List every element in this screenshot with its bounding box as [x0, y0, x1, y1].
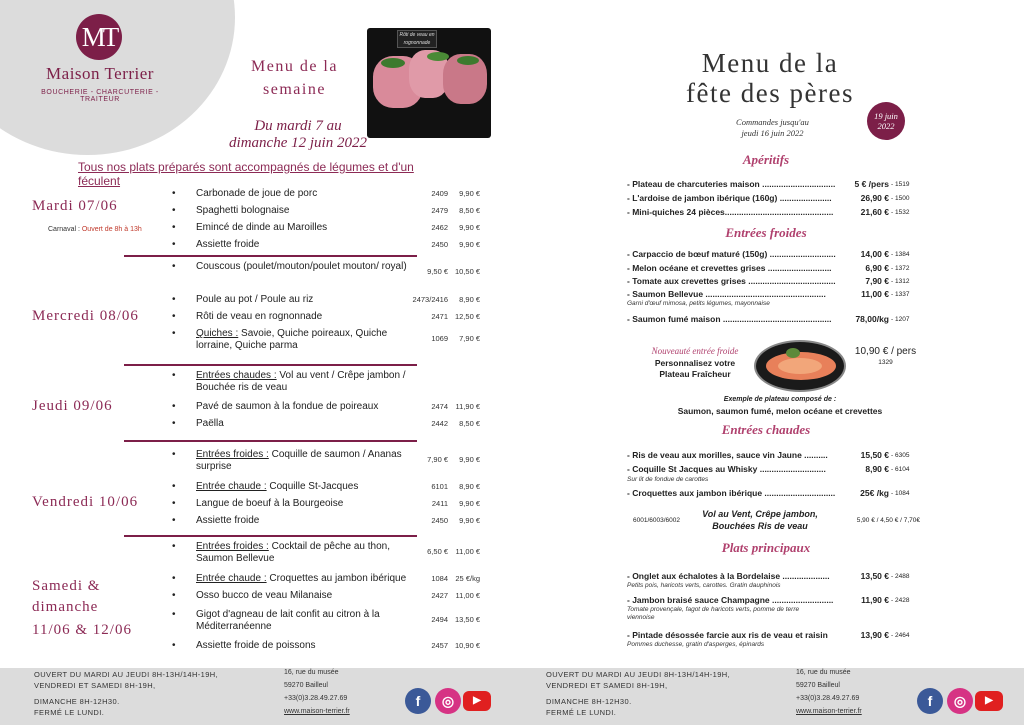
badge-line-1: 19 juin: [874, 111, 898, 121]
list-bullet: •: [172, 481, 176, 492]
item-code: 2479: [431, 206, 448, 215]
item-code: 6,50 €: [427, 547, 448, 556]
footer-hours-line: OUVERT DU MARDI AU JEUDI 8H-13H/14H-19H,: [34, 670, 219, 679]
item-code: 1069: [431, 334, 448, 343]
day-note-value: Ouvert de 8h à 13h: [81, 226, 142, 233]
menu-line-price: 11,90 €: [861, 595, 889, 605]
menu-line-price: 13,50 €: [860, 571, 889, 581]
menu-item-label: Couscous (poulet/mouton/poulet mouton/ royal): [196, 261, 407, 272]
item-price: 10,90 €: [454, 641, 480, 650]
menu-item-category: Quiches :: [196, 328, 239, 339]
menu-line-code: - 2464: [891, 632, 910, 639]
menu-item: [196, 609, 418, 633]
list-bullet: •: [172, 515, 176, 526]
day-name: Jeudi 09/06: [32, 398, 113, 414]
footer-street: 16, rue du musée: [284, 669, 339, 676]
footer-hours-line: VENDREDI ET SAMEDI 8H-19H,: [546, 681, 668, 690]
item-price: 10,50 €: [454, 267, 480, 276]
menu-line-code: - 6305: [891, 452, 910, 459]
item-price: 9,90 €: [459, 240, 480, 249]
menu-item: [196, 311, 418, 323]
day-label: [32, 196, 172, 217]
menu-item-label: Croquettes au jambon ibérique: [266, 573, 407, 584]
item-price: 9,90 €: [459, 499, 480, 508]
date-badge: [867, 102, 905, 140]
menu-line-price: 11,00 €: [861, 289, 889, 299]
item-price: 7,90 €: [459, 334, 480, 343]
footer-hours-line: DIMANCHE 8H-12H30.: [546, 697, 632, 706]
list-bullet: •: [172, 401, 176, 412]
customize-line-2: Plateau Fraîcheur: [659, 369, 731, 379]
menu-line-label: - Coquille St Jacques au Whisky ............................: [627, 464, 826, 474]
day-name: Mercredi 08/06: [32, 308, 139, 324]
menu-item-category: Entrée chaude :: [196, 573, 267, 584]
volauvent-codes: 6001/6003/6002: [633, 517, 680, 524]
brand-tagline: BOUCHERIE - CHARCUTERIE - TRAITEUR: [41, 89, 159, 103]
menu-item: [196, 294, 418, 306]
list-bullet: •: [172, 328, 176, 339]
footer-city: 59270 Bailleul: [796, 682, 840, 689]
menu-item: [196, 573, 418, 585]
list-bullet: •: [172, 590, 176, 601]
menu-item-label: Vol au vent / Crêpe jambon / Bouchée ris de veau: [196, 370, 406, 393]
list-bullet: •: [172, 261, 176, 272]
menu-item: [196, 541, 418, 565]
menu-line-price: 6,90 €: [865, 263, 889, 273]
menu-line-code: - 1084: [891, 490, 910, 497]
menu-line-price: 7,90 €: [865, 276, 889, 286]
menu-line-price: 8,90 €: [865, 464, 889, 474]
day-label: [32, 306, 172, 327]
platter-price: 10,90 € / pers: [854, 346, 917, 357]
coquille-note: Sur lit de fondue de carottes: [627, 476, 709, 483]
footer-street: 16, rue du musée: [796, 669, 851, 676]
section-entrees-chaudes: Entrées chaudes: [721, 422, 811, 437]
footer-hours-line: DIMANCHE 8H-12H30.: [34, 697, 120, 706]
menu-item: [196, 261, 418, 273]
item-price: 8,90 €: [459, 295, 480, 304]
menu-item-label: Spaghetti bolognaise: [196, 205, 290, 216]
menu-item-label: Osso bucco de veau Milanaise: [196, 590, 333, 601]
order-deadline: [715, 117, 830, 139]
facebook-icon[interactable]: f: [405, 688, 431, 714]
item-code: 2457: [431, 641, 448, 650]
menu-item-label: Assiette froide: [196, 239, 260, 250]
volauvent-line-2: Bouchées Ris de veau: [712, 521, 808, 531]
footer-address: [284, 666, 394, 718]
title-line-2: fête des pères: [686, 78, 854, 108]
volauvent-line-1: Vol au Vent, Crêpe jambon,: [702, 509, 818, 519]
menu-line-code: - 1337: [891, 291, 910, 298]
menu-item: [196, 498, 418, 510]
menu-line-label: - Plateau de charcuteries maison ...............................: [627, 179, 836, 189]
item-code: 7,90 €: [427, 455, 448, 464]
menu-line-code: - 1384: [891, 251, 910, 258]
menu-line-code: - 1500: [891, 195, 910, 202]
item-price: 13,50 €: [454, 615, 480, 624]
list-bullet: •: [172, 449, 176, 460]
day-separator: [124, 364, 417, 366]
menu-line-label: - Croquettes aux jambon ibérique ..............................: [627, 488, 836, 498]
menu-line-label: - Carpaccio de bœuf maturé (150g) ............................: [627, 249, 836, 259]
menu-item-label: Assiette froide de poissons: [196, 640, 316, 651]
menu-item-label: Langue de boeuf à la Bourgeoise: [196, 498, 344, 509]
item-code: 2473/2416: [412, 295, 448, 304]
bellevue-note: Garni d'œuf mimosa, petits légumes, mayonnaise: [627, 300, 770, 307]
volauvent-prices: 5,90 € / 4,50 € / 7,70€: [856, 517, 920, 524]
day-note: [48, 226, 142, 233]
menu-item: [196, 515, 418, 527]
menu-item-label: Carbonade de joue de porc: [196, 188, 318, 199]
title-line-1: Menu de la: [701, 48, 839, 78]
onglet-note: Petits pois, haricots verts, carottes. Gratin dauphinois: [627, 582, 781, 589]
footer-phone: +33(0)3.28.49.27.69: [796, 695, 860, 702]
day-separator: [124, 535, 417, 537]
menu-item: [196, 590, 418, 602]
menu-line-code: - 1532: [891, 209, 910, 216]
youtube-icon[interactable]: ▶: [463, 691, 491, 711]
item-price: 9,90 €: [459, 455, 480, 464]
item-price: 8,50 €: [459, 206, 480, 215]
section-entrees-froides: Entrées froides: [725, 225, 807, 240]
menu-item: [196, 481, 418, 493]
item-price: 11,00 €: [455, 547, 480, 556]
day-separator: [124, 440, 417, 442]
facebook-icon[interactable]: f: [917, 688, 943, 714]
list-bullet: •: [172, 640, 176, 651]
footer-city: 59270 Bailleul: [284, 682, 328, 689]
menu-line-code: - 6104: [891, 466, 910, 473]
order-line-1: Commandes jusqu'au: [736, 117, 809, 127]
item-code: 9,50 €: [427, 267, 448, 276]
item-code: 2462: [431, 223, 448, 232]
section-aperitifs: Apéritifs: [742, 152, 790, 167]
day-name: Mardi 07/06: [32, 198, 118, 214]
item-code: 2471: [431, 312, 448, 321]
list-bullet: •: [172, 205, 176, 216]
menu-item: [196, 239, 418, 251]
new-item-label: Nouveauté entrée froide: [651, 346, 739, 356]
section-plats-principaux: Plats principaux: [721, 540, 811, 555]
item-code: 2409: [431, 189, 448, 198]
footer-hours-line: OUVERT DU MARDI AU JEUDI 8H-13H/14H-19H,: [546, 670, 731, 679]
youtube-icon[interactable]: ▶: [975, 691, 1003, 711]
menu-line-price: 15,50 €: [860, 450, 889, 460]
platter-image: [754, 340, 846, 392]
menu-item-category: Entrées froides :: [196, 449, 269, 460]
menu-item: [196, 401, 418, 413]
menu-line-label: - Ris de veau aux morilles, sauce vin Jaune ..........: [627, 450, 828, 460]
menu-item-label: Rôti de veau en rognonnade: [196, 311, 323, 322]
menu-item: [196, 205, 418, 217]
list-bullet: •: [172, 188, 176, 199]
customize-line-1: Personnalisez votre: [654, 358, 736, 368]
list-bullet: •: [172, 609, 176, 620]
item-price: 25 €/kg: [455, 574, 480, 583]
item-code: 2411: [431, 499, 448, 508]
dates-line-1: Du mardi 7 au: [254, 118, 342, 134]
item-price: 12,50 €: [454, 312, 480, 321]
footer-hours: [34, 669, 274, 718]
menu-item: [196, 418, 418, 430]
photo-sign: Rôti de veau en rognonnade: [397, 30, 437, 48]
menu-line-label: - Mini-quiches 24 pièces..............................................: [627, 207, 834, 217]
item-code: 2450: [431, 516, 448, 525]
menu-item-label: Emincé de dinde au Maroilles: [196, 222, 328, 233]
list-bullet: •: [172, 311, 176, 322]
day-label: [32, 576, 172, 641]
menu-item: [196, 222, 418, 234]
menu-item: [196, 640, 418, 652]
footer-phone: +33(0)3.28.49.27.69: [284, 695, 348, 702]
menu-line-label: - L'ardoise de jambon ibérique (160g) ......................: [627, 193, 832, 203]
pintade-note: Pommes duchesse, gratin d'asperges, épinards: [627, 641, 765, 648]
menu-line-code: - 2428: [891, 597, 910, 604]
jambon-note: Tomate provençale, fagot de haricots verts, pomme de terre viennoise: [627, 606, 800, 621]
menu-line-label: - Saumon fumé maison ..............................................: [627, 314, 832, 324]
platter-example: Saumon, saumon fumé, melon océane et crevettes: [677, 406, 883, 416]
menu-line-label: - Melon océane et crevettes grises ...........................: [627, 263, 832, 273]
platter-code: 1329: [878, 359, 893, 366]
menu-item-label: Gigot d'agneau de lait confit au citron à la Méditerranéenne: [196, 609, 380, 632]
menu-item-label: Cocktail de pêche au thon, Saumon Bellevue: [196, 541, 391, 564]
menu-line-code: - 1372: [891, 265, 910, 272]
list-bullet: •: [172, 239, 176, 250]
menu-item: [196, 449, 418, 473]
item-price: 11,90 €: [455, 402, 480, 411]
menu-item-category: Entrées froides :: [196, 541, 269, 552]
logo-monogram: MT: [76, 14, 122, 60]
item-code: 1084: [431, 574, 448, 583]
list-bullet: •: [172, 498, 176, 509]
customize-platter: [640, 358, 750, 380]
item-price: 9,90 €: [459, 223, 480, 232]
item-price: 8,90 €: [459, 482, 480, 491]
menu-line-label: - Jambon braisé sauce Champagne ..........................: [627, 595, 834, 605]
menu-line-code: - 1312: [891, 278, 910, 285]
footer-hours-line: VENDREDI ET SAMEDI 8H-19H,: [34, 681, 156, 690]
menu-item: [196, 188, 418, 200]
footer-hours-line: FERMÉ LE LUNDI.: [34, 708, 105, 717]
menu-item: [196, 370, 418, 394]
menu-line-price: 25€ /kg: [860, 488, 889, 498]
menu-item-label: Coquille de saumon / Ananas surprise: [196, 449, 402, 472]
instagram-icon[interactable]: ◎: [947, 688, 973, 714]
list-bullet: •: [172, 294, 176, 305]
menu-line-price: 78,00/kg: [855, 314, 889, 324]
dates-line-2: dimanche 12 juin 2022: [229, 135, 367, 151]
order-line-2: jeudi 16 juin 2022: [741, 128, 804, 138]
item-price: 8,50 €: [459, 419, 480, 428]
day-separator: [124, 255, 417, 257]
menu-item-category: Entrée chaude :: [196, 481, 267, 492]
day-label: [32, 492, 172, 513]
menu-item-label: Pavé de saumon à la fondue de poireaux: [196, 401, 379, 412]
accompaniment-note: Tous nos plats préparés sont accompagnés de légumes et d'un féculent: [78, 160, 414, 188]
menu-line-label: - Tomate aux crevettes grises .....................................: [627, 276, 836, 286]
menu-item: [196, 328, 418, 352]
day-note-label: Carnaval :: [48, 226, 80, 233]
item-price: 11,00 €: [455, 591, 480, 600]
menu-line-code: - 1207: [891, 316, 910, 323]
item-code: 2474: [431, 402, 448, 411]
menu-item-label: Paëlla: [196, 418, 224, 429]
item-code: 2427: [431, 591, 448, 600]
volauvent-items: [695, 508, 825, 532]
footer-website-link[interactable]: www.maison-terrier.fr: [796, 708, 862, 715]
footer-hours: [546, 669, 786, 718]
menu-line-label: - Saumon Bellevue ...................................................: [627, 289, 826, 299]
day-label: [32, 396, 172, 417]
menu-line-label: - Onglet aux échalotes à la Bordelaise ....................: [627, 571, 830, 581]
list-bullet: •: [172, 418, 176, 429]
footer-address: [796, 666, 906, 718]
list-bullet: •: [172, 222, 176, 233]
menu-line-price: 26,90 €: [860, 193, 889, 203]
dish-photo: [367, 28, 491, 138]
menu-item-label: Assiette froide: [196, 515, 260, 526]
instagram-icon[interactable]: ◎: [435, 688, 461, 714]
badge-line-2: 2022: [877, 121, 895, 131]
list-bullet: •: [172, 573, 176, 584]
item-code: 2450: [431, 240, 448, 249]
day-name: Samedi &: [32, 578, 101, 594]
menu-line-price: 21,60 €: [860, 207, 889, 217]
item-code: 6101: [431, 482, 448, 491]
day-name-line-3: 11/06 & 12/06: [32, 622, 132, 638]
menu-item-label: Coquille St-Jacques: [266, 481, 359, 492]
item-code: 2494: [431, 615, 448, 624]
day-name: Vendredi 10/06: [32, 494, 139, 510]
menu-line-code: - 2488: [891, 573, 910, 580]
list-bullet: •: [172, 370, 176, 381]
menu-line-code: - 1519: [891, 181, 910, 188]
week-menu-title: Menu de la semaine: [251, 58, 338, 98]
menu-line-label: - Pintade désossée farcie aux ris de veau et raisin: [627, 630, 828, 640]
menu-line-price: 14,00 €: [860, 249, 889, 259]
menu-item-label: Poule au pot / Poule au riz: [196, 294, 314, 305]
list-bullet: •: [172, 541, 176, 552]
item-price: 9,90 €: [459, 516, 480, 525]
day-name-line-2: dimanche: [32, 599, 99, 615]
item-price: 9,90 €: [459, 189, 480, 198]
platter-example-label: Exemple de plateau composé de :: [723, 396, 837, 403]
menu-item-label: Savoie, Quiche poireaux, Quiche lorraine, Quiche parma: [196, 328, 388, 351]
menu-item-category: Entrées chaudes :: [196, 370, 277, 381]
menu-line-price: 13,90 €: [860, 630, 889, 640]
item-code: 2442: [431, 419, 448, 428]
footer-website-link[interactable]: www.maison-terrier.fr: [284, 708, 350, 715]
footer-hours-line: FERMÉ LE LUNDI.: [546, 708, 617, 717]
brand-name: Maison Terrier: [46, 64, 154, 83]
fathers-day-title: [640, 48, 900, 108]
menu-line-price: 5 € /pers: [854, 179, 889, 189]
